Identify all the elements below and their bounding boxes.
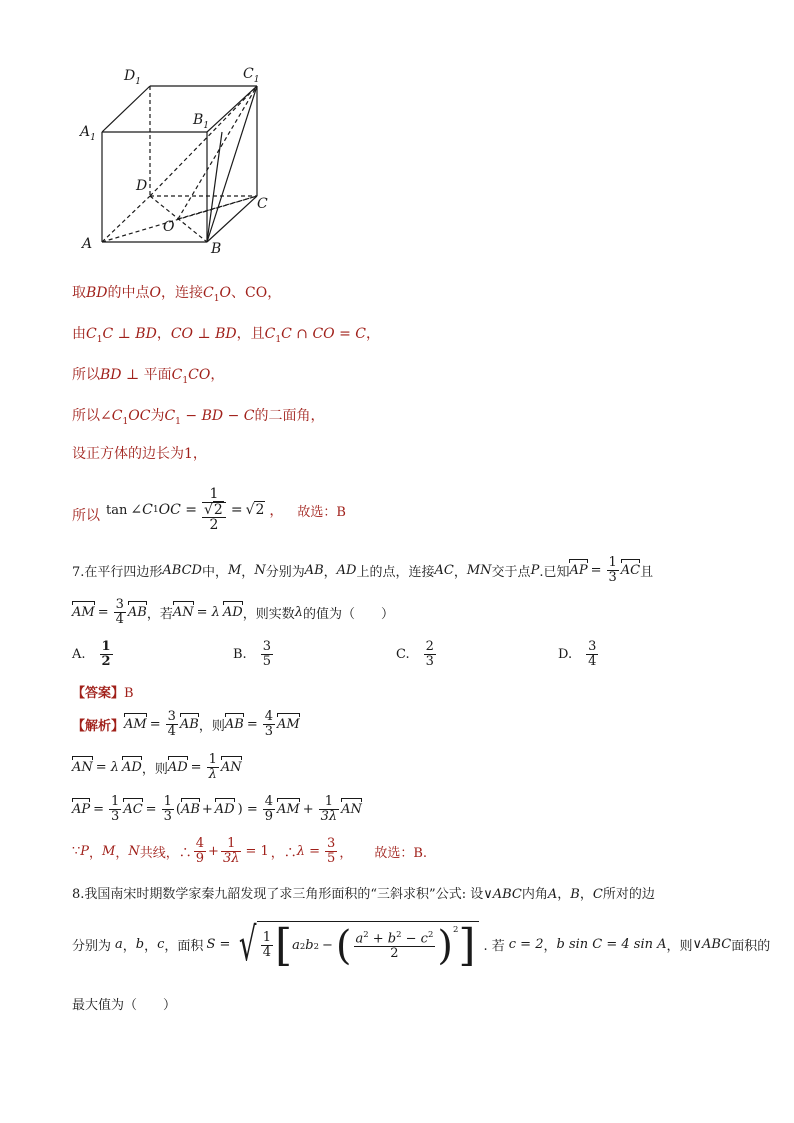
q8-line-1: 8.我国南宋时期数学家秦九韶发现了求三角形面积的“三斜求积”公式: 设∨ABC内角A，B，C所对的边 [72, 887, 655, 902]
label-A1: $A_1$ [80, 124, 96, 143]
label-B1: $B_1$ [193, 112, 210, 131]
solution-line-3: 所以BD ⊥ 平面$C_1CO$， [72, 367, 225, 386]
solution-line-5: 设正方体的边长为1， [72, 446, 207, 462]
label-A: A [82, 236, 93, 252]
q7-option-d[interactable]: D. $\frac{3}{4}$ [558, 638, 597, 669]
solution-line-2: 由$C_1C$ ⊥ BD，CO ⊥ BD，且$C_1C$ ∩ CO = C， [72, 326, 380, 345]
cube-figure [70, 62, 280, 262]
q8-line-3: 最大值为（ ） [72, 998, 177, 1013]
label-D: D [136, 178, 148, 194]
q7-option-a[interactable]: A. $\frac{1}{2}$ [72, 638, 111, 669]
solution-line-1: 取BD的中点O，连接$C_1O$、CO， [72, 285, 282, 304]
analysis-line-2: AN = λ AD ，则 AD = $\frac{1}{\lambda}$ AN [72, 751, 242, 782]
label-B: B [211, 241, 222, 257]
label-O: O [163, 219, 175, 235]
label-C: C [257, 196, 268, 212]
q7-line-2: AM = $\frac{3}{4}$ AB ，若 AN = λ AD ，则实数 λ 的值为（ ） [72, 596, 394, 627]
q7-option-b[interactable]: B. $\frac{3}{5}$ [233, 638, 271, 669]
fraction-tan: 1 √2 2 [202, 487, 226, 533]
q7-line-1: 7.在平行四边形 ABCD 中， M ， N 分别为 AB ， AD 上的点，连接 AC ， MN 交于点 P .已知 AP = $\frac{1}{3}$ AC 且 [72, 554, 654, 585]
q7-option-c[interactable]: C. $\frac{2}{3}$ [396, 638, 434, 669]
analysis-line-3: AP = $\frac{1}{3}$ AC = $\frac{1}{3}$ ( AB + AD ) = $\frac{4}{9}$ AM + $\frac{1}{3\lambda}$ AN [72, 793, 362, 824]
analysis-line-1: 【解析】 AM = $\frac{3}{4}$ AB ，则 AB = $\frac{4}{3}$ AM [72, 708, 300, 739]
label-C1: $C_1$ [243, 66, 260, 85]
analysis-line-4: ∵ P ， M ， N 共线，∴ $\frac{4}{9}$ + $\frac{1}{3\lambda}$ = 1 ，∴ λ = $\frac{3}{5}$ ， 故选：B. [72, 835, 428, 866]
solution-line-4: 所以$\angle C_1OC$为$C_1$ − BD − C的二面角， [72, 408, 325, 427]
q7-answer: 【答案】B [72, 686, 134, 701]
q8-line-2: 分别为 a ， b ， c ，面积 S = √ $\frac{1}{4}$ [ a 2 b 2 − ( $\frac{a^2 + b^2 - c^2}{2}$ ) $^2$ ] . 若 c = 2 ， b sin C = 4 sin A ，则 ∨ABC 面积的 [72, 917, 771, 971]
sqrt-formula: √ $\frac{1}{4}$ [ a 2 b 2 − ( $\frac{a^2 + b^2 - c^2}{2}$ ) $^2$ ] [233, 921, 479, 968]
solution-line-6: 所以 tan ∠C 1 OC = 1 √2 2 = √2 ， 故选：B [72, 485, 346, 534]
label-D1: $D_1$ [124, 68, 142, 87]
